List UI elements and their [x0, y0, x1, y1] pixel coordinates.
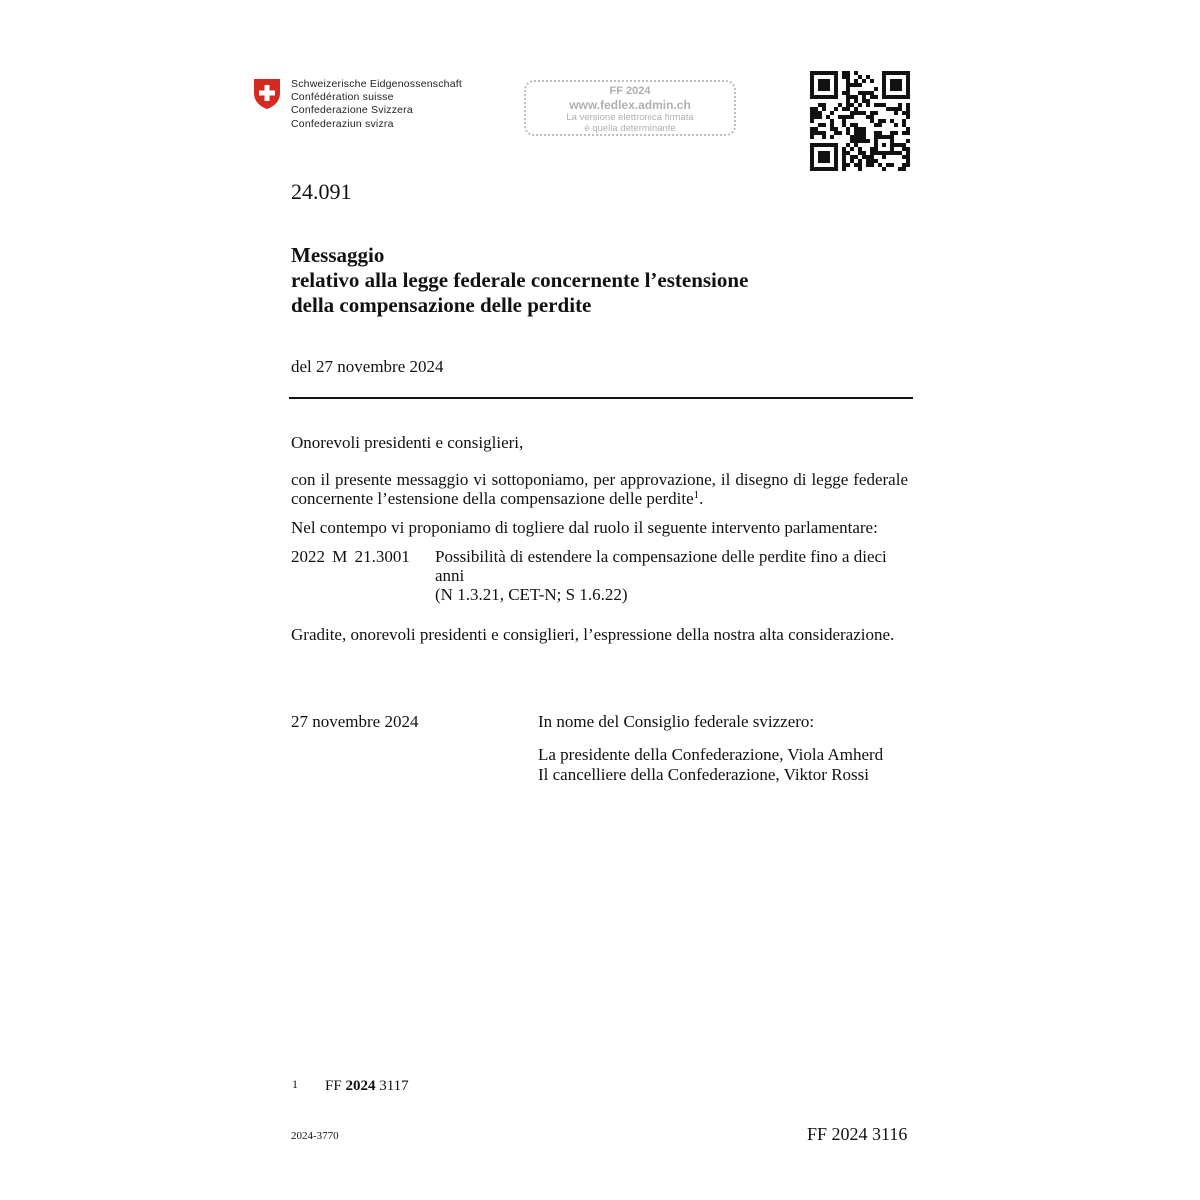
stamp-note-line2: è quella determinante — [584, 123, 676, 134]
intervention-details: (N 1.3.21, CET-N; S 1.6.22) — [435, 585, 628, 604]
title-divider — [289, 397, 913, 399]
page-reference: FF 2024 3116 — [807, 1124, 908, 1144]
title-line-2: relativo alla legge federale concernente l’estensione — [291, 268, 749, 292]
stamp-url: www.fedlex.admin.ch — [569, 98, 691, 112]
salutation: Onorevoli presidenti e consiglieri, — [291, 433, 524, 452]
stamp-note-line1: La versione elettronica firmata — [566, 112, 694, 123]
stamp-publication: FF 2024 — [609, 85, 651, 97]
footnote-year: 2024 — [345, 1078, 376, 1094]
document-date: del 27 novembre 2024 — [291, 357, 444, 376]
intervention-title: Possibilità di estendere la compensazione delle perdite fino a dieci anni — [435, 547, 887, 585]
title-line-1: Messaggio — [291, 243, 385, 267]
closing-paragraph: Gradite, onorevoli presidenti e consiglieri, l’espressione della nostra alta considerazione. — [291, 625, 895, 644]
swiss-crest-logo — [253, 78, 281, 110]
intervention-type: M — [332, 547, 348, 566]
electronic-version-stamp — [524, 80, 736, 136]
signer-chancellor: Il cancelliere della Confederazione, Viktor Rossi — [538, 764, 869, 784]
document-number: 24.091 — [291, 179, 352, 204]
document-title — [291, 243, 748, 318]
agency-name-block — [291, 78, 462, 131]
council-signature-line: In nome del Consiglio federale svizzero: — [538, 712, 815, 731]
footnote-text — [325, 1078, 409, 1095]
intervention-code — [291, 547, 410, 566]
footnote-number: 1 — [292, 1077, 298, 1091]
agency-name-it: Confederazione Svizzera — [291, 104, 413, 117]
intro-paragraph — [291, 470, 908, 508]
footnote-prefix: FF — [325, 1078, 342, 1094]
agency-name-rm: Confederaziun svizra — [291, 117, 394, 130]
intervention-number: 21.3001 — [354, 547, 410, 566]
agency-name-fr: Confédération suisse — [291, 91, 394, 104]
title-line-3: della compensazione delle perdite — [291, 293, 592, 317]
document-id: 2024-3770 — [291, 1130, 339, 1142]
intervention-year: 2022 — [291, 547, 325, 566]
closing-date: 27 novembre 2024 — [291, 712, 419, 731]
footnote-page: 3117 — [379, 1078, 409, 1094]
intro-paragraph-end: . — [699, 489, 704, 508]
agency-name-de: Schweizerische Eidgenossenschaft — [291, 78, 462, 90]
signers-block — [538, 745, 883, 784]
qr-code — [810, 71, 910, 171]
footnote-reference: 1 — [693, 489, 700, 501]
intervention-description — [435, 547, 908, 604]
intro-paragraph-text: con il presente messaggio vi sottoponiamo, per approvazione, il disegno di legge federale concernente l’estensione della compensazione delle perdite — [291, 470, 908, 508]
signer-president: La presidente della Confederazione, Viola Amherd — [538, 745, 884, 764]
removal-paragraph: Nel contempo vi proponiamo di togliere dal ruolo il seguente intervento parlamentare: — [291, 518, 878, 537]
